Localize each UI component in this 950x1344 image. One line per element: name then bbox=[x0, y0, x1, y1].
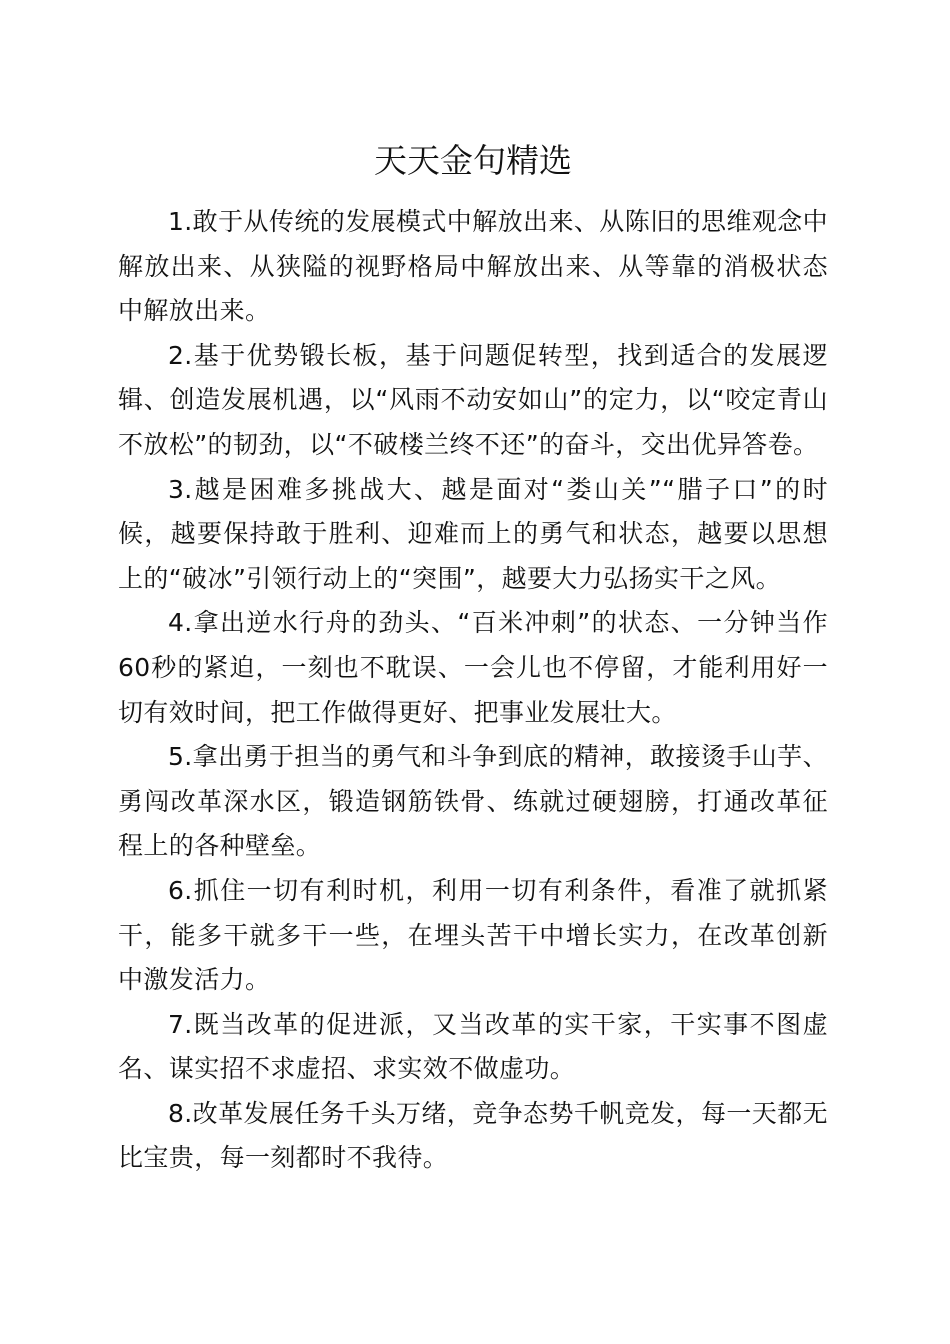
quote-paragraph-3: 3.越是困难多挑战大、越是面对“娄山关”“腊子口”的时候，越要保持敢于胜利、迎难而上的勇气和状态，越要以思想上的“破冰”引领行动上的“突围”，越要大力弘扬实干之风。 bbox=[118, 474, 828, 593]
quote-paragraph-8: 8.改革发展任务千头万绪，竞争态势千帆竞发，每一天都无比宝贵，每一刻都时不我待。 bbox=[118, 1098, 828, 1173]
quote-paragraph-7: 7.既当改革的促进派，又当改革的实干家，干实事不图虚名、谋实招不求虚招、求实效不做虚功。 bbox=[118, 1009, 828, 1084]
quote-paragraph-5: 5.拿出勇于担当的勇气和斗争到底的精神，敢接烫手山芋、勇闯改革深水区，锻造钢筋铁骨、练就过硬翅膀，打通改革征程上的各种壁垒。 bbox=[118, 742, 828, 861]
quote-paragraph-2: 2.基于优势锻长板，基于问题促转型，找到适合的发展逻辑、创造发展机遇，以“风雨不动安如山”的定力，以“咬定青山不放松”的韧劲，以“不破楼兰终不还”的奋斗，交出优异答卷。 bbox=[118, 340, 828, 459]
document-body bbox=[118, 200, 828, 1181]
document-page bbox=[118, 0, 828, 1344]
quote-paragraph-1: 1.敢于从传统的发展模式中解放出来、从陈旧的思维观念中解放出来、从狭隘的视野格局中解放出来、从等靠的消极状态中解放出来。 bbox=[118, 207, 828, 326]
document-title: 天天金句精选 bbox=[374, 141, 572, 180]
quote-paragraph-4: 4.拿出逆水行舟的劲头、“百米冲刺”的状态、一分钟当作60秒的紧迫，一刻也不耽误、一会儿也不停留，才能利用好一切有效时间，把工作做得更好、把事业发展壮大。 bbox=[118, 608, 828, 727]
quote-paragraph-6: 6.抓住一切有利时机，利用一切有利条件，看准了就抓紧干，能多干就多干一些，在埋头苦干中增长实力，在改革创新中激发活力。 bbox=[118, 875, 828, 995]
